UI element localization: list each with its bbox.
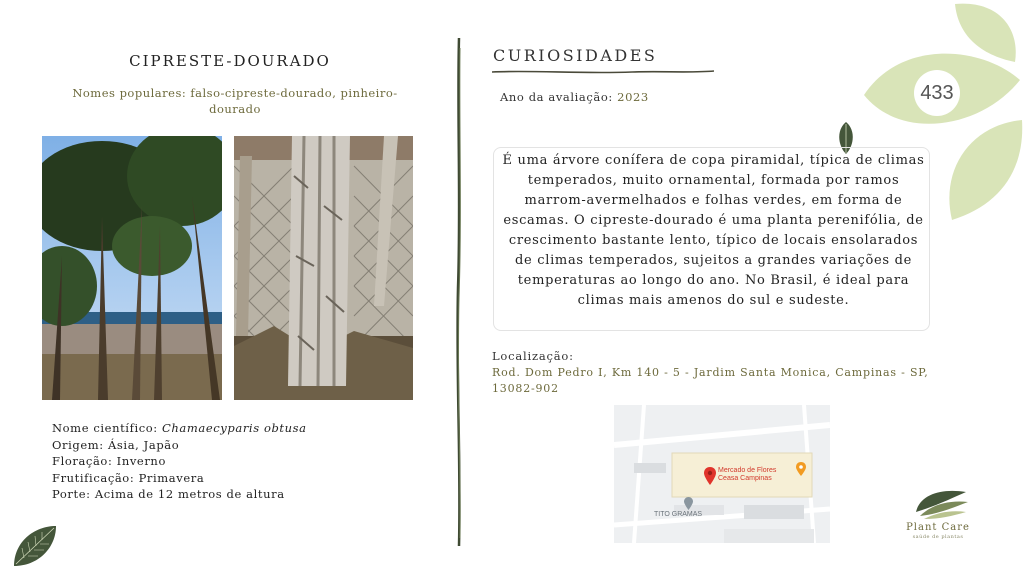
flowering-line: Floração: Inverno	[52, 454, 166, 468]
popular-names: Nomes populares: falso-cipreste-dourado, pinheiro-dourado	[72, 86, 398, 116]
origin-line: Origem: Ásia, Japão	[52, 437, 180, 452]
curiosities-title: CURIOSIDADES	[493, 46, 658, 65]
plant-facts	[52, 420, 307, 503]
page-number-badge: 433	[914, 70, 960, 116]
plant-photo-trees	[42, 136, 222, 400]
map-place-label[interactable]	[718, 467, 776, 483]
map-place-line2: Ceasa Campinas	[718, 475, 772, 482]
title-underline	[492, 69, 714, 75]
scientific-name-line	[52, 420, 307, 437]
map-place-line1: Mercado de Flores	[718, 467, 777, 474]
year-label: Ano da avaliação:	[500, 90, 613, 104]
size-line: Porte: Acima de 12 metros de altura	[52, 487, 285, 501]
map-pin-icon[interactable]	[684, 497, 693, 510]
location-label: Localização:	[492, 349, 574, 363]
year-value: 2023	[617, 90, 649, 104]
plant-care-logo-icon	[912, 486, 970, 520]
leaf-icon	[10, 522, 60, 570]
fork-knife-icon[interactable]	[796, 462, 806, 476]
scientific-name-label: Nome científico:	[52, 421, 158, 435]
scientific-name-value: Chamaecyparis obtusa	[162, 421, 307, 435]
evaluation-year	[500, 90, 649, 104]
plant-photo-trunk	[234, 136, 413, 400]
column-divider	[452, 38, 466, 546]
brand-tagline: saúde de plantas	[912, 534, 964, 540]
description-text: É uma árvore conífera de copa piramidal, típica de climas temperados, muito ornamental, formada por ramos marrom-avermelhados e folhas verdes, em forma de escamas. O cipreste-dourado é uma planta perenifólia, de crescimento bastante lento, típico de locais ensolarados de climas temperados, sujeitos a grandes variações de temperaturas ao longo do ano. No Brasil, é ideal para climas mais amenos do sul e sudeste.	[502, 153, 925, 308]
fruiting-line: Frutificação: Primavera	[52, 470, 205, 485]
plant-title: CIPRESTE-DOURADO	[129, 52, 331, 70]
map-pin-icon[interactable]	[704, 467, 716, 485]
brand-name: Plant Care	[906, 522, 970, 533]
location-address: Rod. Dom Pedro I, Km 140 - 5 - Jardim Santa Monica, Campinas - SP, 13082-902	[492, 366, 929, 395]
map-secondary-label[interactable]: TITO GRAMAS	[654, 511, 703, 518]
location-map[interactable]	[614, 405, 830, 543]
